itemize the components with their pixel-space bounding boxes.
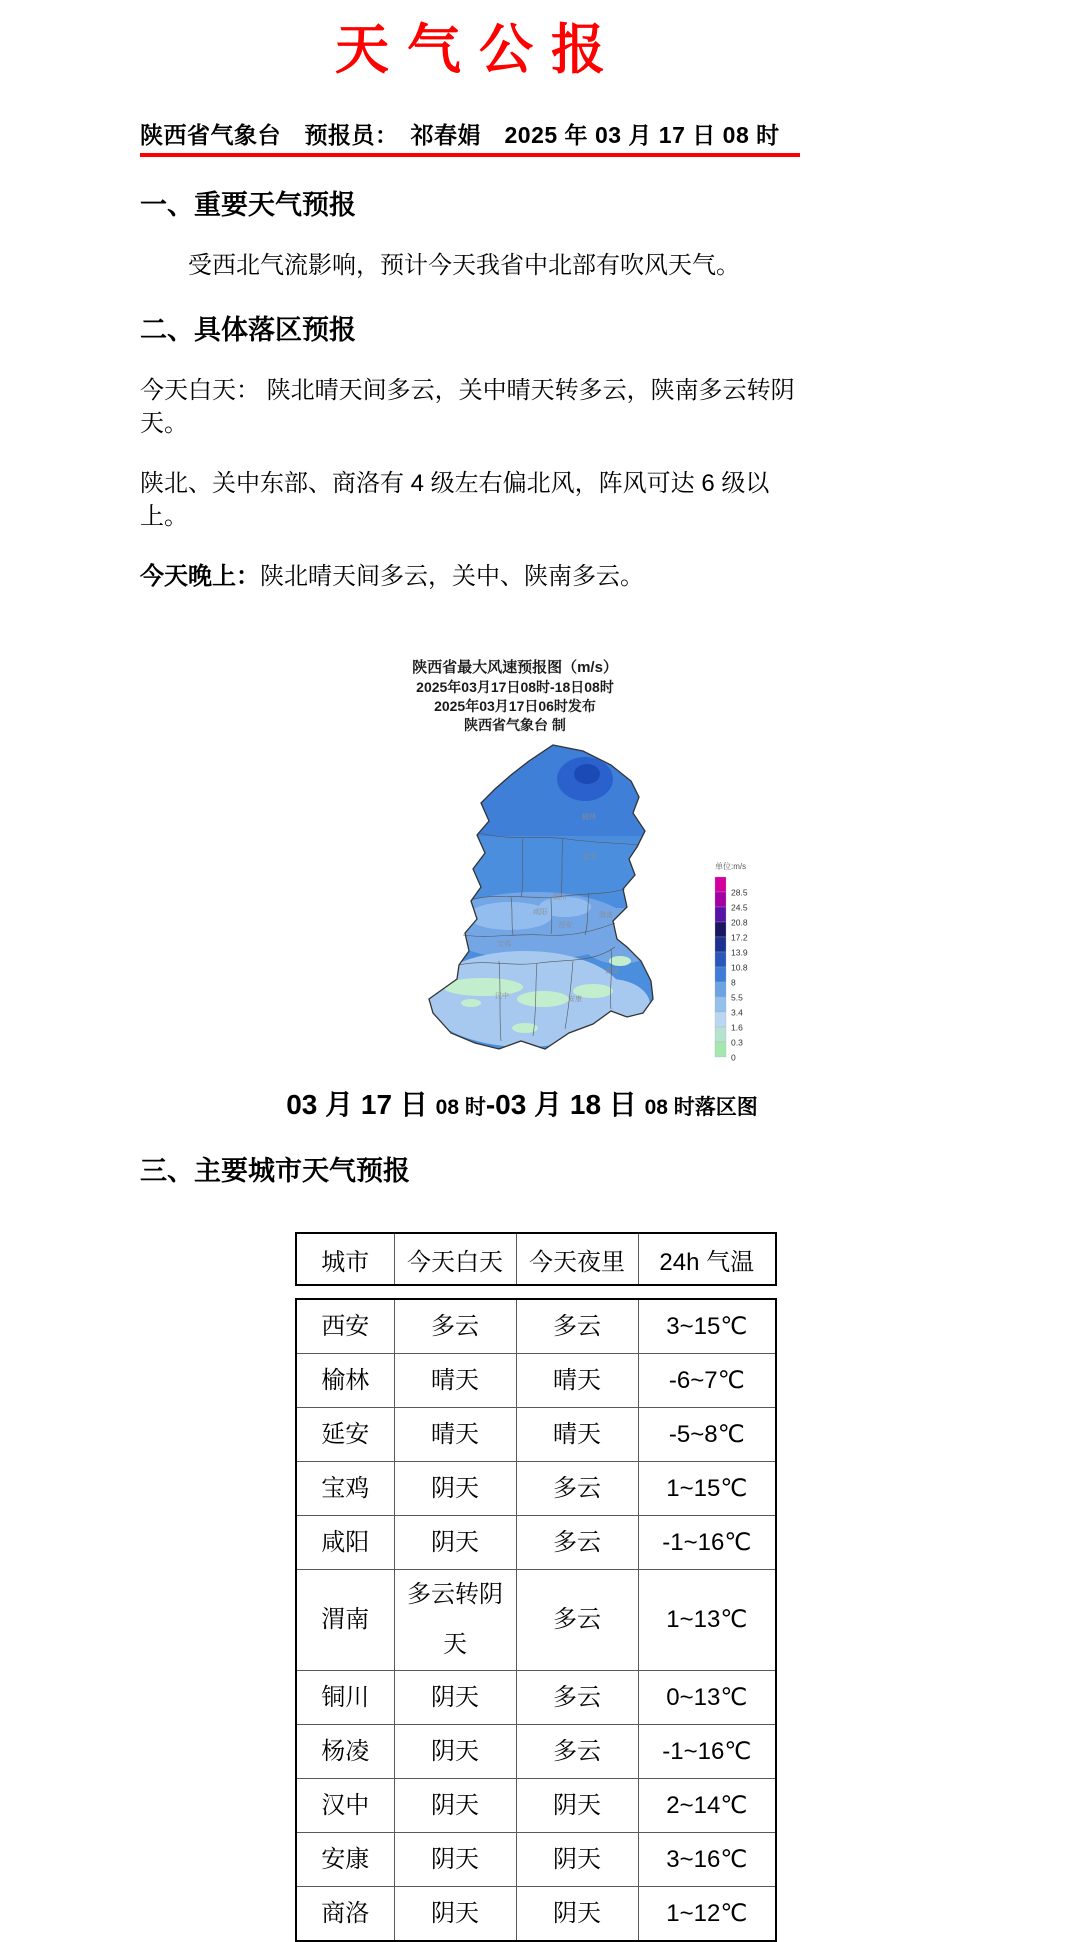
document-content [140, 10, 800, 1942]
weather-table-header [295, 1232, 777, 1286]
province-fill-regions [415, 741, 665, 1071]
section1-heading: 一、重要天气预报 [140, 190, 356, 220]
temp-cell: 3~16℃ [638, 1833, 776, 1887]
legend-value: 13.9 [731, 947, 748, 958]
night-cell: 阴天 [516, 1833, 638, 1887]
table-row [296, 1299, 776, 1354]
legend-swatch [715, 1027, 726, 1042]
city-cell: 商洛 [296, 1887, 394, 1942]
legend-value: 5.5 [731, 992, 743, 1003]
table-row [296, 1354, 776, 1408]
table-row [296, 1833, 776, 1887]
night-forecast-line [140, 561, 800, 593]
daytime-cell: 多云 [394, 1299, 516, 1354]
table-row [296, 1516, 776, 1570]
temp-cell: 1~15℃ [638, 1462, 776, 1516]
legend-swatch [715, 1042, 726, 1057]
city-label: 渭南 [599, 912, 613, 920]
legend-swatch [715, 997, 726, 1012]
map-producer: 陕西省气象台 制 [464, 717, 566, 734]
temp-cell: 0~13℃ [638, 1671, 776, 1725]
night-cell: 晴天 [516, 1354, 638, 1408]
legend-swatch [715, 922, 726, 937]
city-cell: 渭南 [296, 1570, 394, 1671]
wind-speed-map [415, 741, 775, 1071]
daytime-cell: 阴天 [394, 1833, 516, 1887]
city-label: 咸阳 [533, 909, 547, 917]
daytime-forecast-line [140, 375, 800, 440]
daytime-label: 今天白天： [140, 377, 260, 405]
weather-table-body [295, 1298, 777, 1942]
daytime-cell: 晴天 [394, 1408, 516, 1462]
daytime-cell: 阴天 [394, 1887, 516, 1942]
night-cell: 多云 [516, 1516, 638, 1570]
temp-cell: -6~7℃ [638, 1354, 776, 1408]
table-row [296, 1462, 776, 1516]
city-label: 安康 [568, 996, 582, 1004]
city-label: 宝鸡 [497, 941, 511, 949]
legend-swatch [715, 877, 726, 892]
section2-heading: 二、具体落区预报 [140, 315, 356, 346]
daytime-cell: 阴天 [394, 1725, 516, 1779]
city-cell: 安康 [296, 1833, 394, 1887]
daytime-cell: 阴天 [394, 1779, 516, 1833]
table-row [296, 1725, 776, 1779]
page-title: 天气公报 [335, 20, 623, 80]
table-header-row [296, 1233, 776, 1285]
map-header [335, 657, 695, 735]
night-cell: 多云 [516, 1462, 638, 1516]
legend-swatch [715, 892, 726, 907]
legend-value: 17.2 [731, 932, 748, 943]
table-row [296, 1779, 776, 1833]
header-city: 城市 [296, 1233, 394, 1285]
legend-swatch [715, 952, 726, 967]
legend-value: 10.8 [731, 962, 748, 973]
section3-heading: 三、主要城市天气预报 [140, 1156, 410, 1187]
daytime-cell: 多云转阴天 [394, 1570, 516, 1671]
legend-swatch [715, 967, 726, 982]
city-label: 西安 [558, 922, 572, 930]
temp-cell: 3~15℃ [638, 1299, 776, 1354]
legend-value: 20.8 [731, 917, 748, 928]
legend-value: 0 [731, 1052, 736, 1063]
legend-swatch [715, 907, 726, 922]
map-title: 陕西省最大风速预报图（m/s） [412, 659, 618, 677]
night-cell: 晴天 [516, 1408, 638, 1462]
daytime-text: 陕北晴天间多云，关中晴天转多云，陕南多云转阴天。 [140, 377, 795, 437]
map-issue-time: 2025年03月17日06时发布 [434, 698, 596, 715]
temp-cell: 1~12℃ [638, 1887, 776, 1942]
legend-swatch [715, 982, 726, 997]
legend-value: 28.5 [731, 887, 748, 898]
temp-cell: -1~16℃ [638, 1516, 776, 1570]
map-caption [192, 1083, 852, 1123]
map-valid-period: 2025年03月17日08时-18日08时 [416, 679, 614, 696]
table-row [296, 1408, 776, 1462]
night-cell: 多云 [516, 1299, 638, 1354]
night-label: 今天晚上： [140, 562, 260, 590]
city-cell: 咸阳 [296, 1516, 394, 1570]
daytime-cell: 阴天 [394, 1462, 516, 1516]
legend-value: 0.3 [731, 1037, 743, 1048]
caption-segment: 08 时落区图 [644, 1096, 758, 1120]
daytime-cell: 阴天 [394, 1516, 516, 1570]
section1-body: 受西北气流影响，预计今天我省中北部有吹风天气。 [188, 252, 740, 279]
temp-cell: 1~13℃ [638, 1570, 776, 1671]
city-label: 商洛 [605, 968, 619, 976]
temp-cell: -5~8℃ [638, 1408, 776, 1462]
header-night: 今天夜里 [516, 1233, 638, 1285]
table-row [296, 1570, 776, 1671]
weather-bulletin-page [0, 10, 1080, 1942]
night-cell: 多云 [516, 1570, 638, 1671]
daytime-cell: 晴天 [394, 1354, 516, 1408]
city-cell: 杨凌 [296, 1725, 394, 1779]
caption-segment: 08 时 [435, 1096, 486, 1120]
city-cell: 延安 [296, 1408, 394, 1462]
city-cell: 宝鸡 [296, 1462, 394, 1516]
legend-value: 24.5 [731, 902, 748, 913]
legend-swatch [715, 1012, 726, 1027]
night-cell: 阴天 [516, 1779, 638, 1833]
night-cell: 多云 [516, 1671, 638, 1725]
city-label: 延安 [583, 854, 597, 862]
caption-segment: 03 月 17 日 [286, 1089, 436, 1121]
city-label: 铜川 [553, 894, 567, 902]
city-cell: 西安 [296, 1299, 394, 1354]
temp-cell: -1~16℃ [638, 1725, 776, 1779]
city-label: 榆林 [582, 814, 596, 822]
wind-forecast-line: 陕北、关中东部、商洛有 4 级左右偏北风，阵风可达 6 级以上。 [140, 470, 770, 530]
table-row [296, 1887, 776, 1942]
city-label: 汉中 [495, 993, 509, 1001]
table-row [296, 1671, 776, 1725]
header-daytime: 今天白天 [394, 1233, 516, 1285]
city-cell: 榆林 [296, 1354, 394, 1408]
night-cell: 阴天 [516, 1887, 638, 1942]
legend-value: 8 [731, 977, 736, 988]
night-text: 陕北晴天间多云，关中、陕南多云。 [260, 562, 644, 590]
city-cell: 汉中 [296, 1779, 394, 1833]
legend-title: 单位:m/s [715, 862, 747, 872]
city-cell: 铜川 [296, 1671, 394, 1725]
daytime-cell: 阴天 [394, 1671, 516, 1725]
legend-swatch [715, 937, 726, 952]
header-temperature: 24h 气温 [638, 1233, 776, 1285]
caption-segment: -03 月 18 日 [485, 1089, 645, 1121]
legend-value: 3.4 [731, 1007, 743, 1018]
night-cell: 多云 [516, 1725, 638, 1779]
temp-cell: 2~14℃ [638, 1779, 776, 1833]
byline: 陕西省气象台 预报员： 祁春娟 2025 年 03 月 17 日 08 时 [140, 117, 800, 157]
legend-value: 1.6 [731, 1022, 743, 1033]
map-legend [715, 861, 748, 1063]
